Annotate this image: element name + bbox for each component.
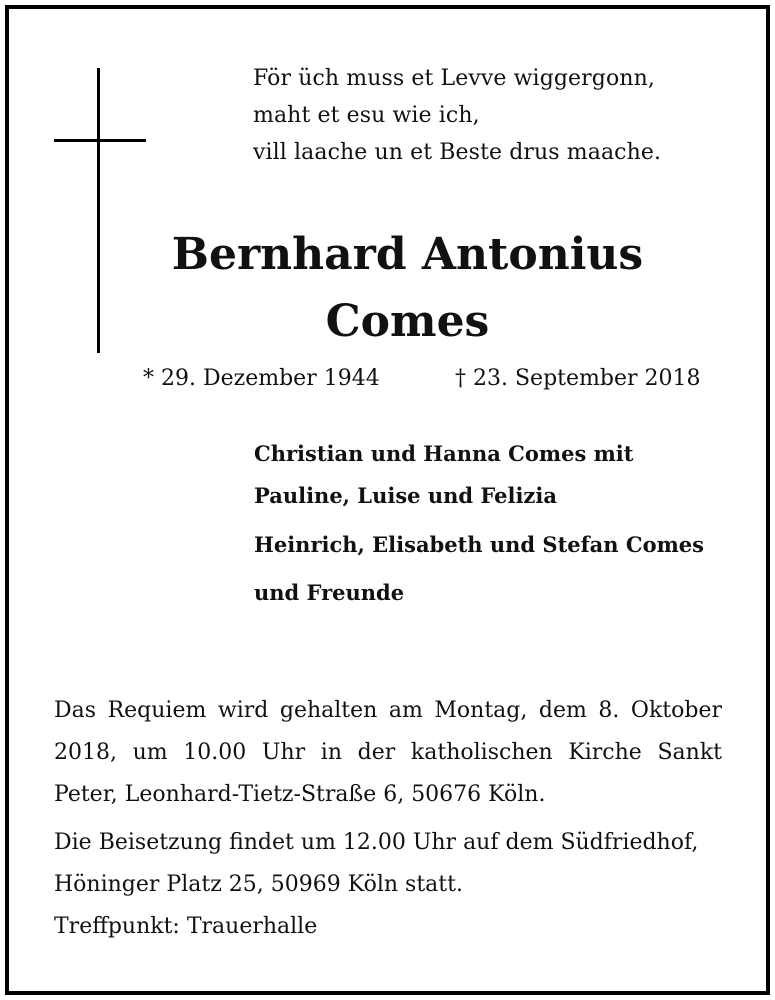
poem-line: vill laache un et Beste drus maache. <box>253 140 662 165</box>
birth-date: * 29. Dezember 1944 <box>143 366 380 391</box>
burial-info <box>54 822 722 948</box>
poem-line: För üch muss et Levve wiggergonn, <box>253 66 655 91</box>
mourner-line: Christian und Hanna Comes mit <box>254 441 634 466</box>
meeting-point: Treffpunkt: Trauerhalle <box>54 914 318 939</box>
mourner-line: Pauline, Luise und Felizia <box>254 483 557 508</box>
poem-line: maht et esu wie ich, <box>253 103 480 128</box>
mourner-line: Heinrich, Elisabeth und Stefan Comes <box>254 532 704 557</box>
deceased-surname: Comes <box>325 296 490 347</box>
cross-icon-crossbar <box>54 139 146 142</box>
burial-line: Die Beisetzung findet um 12.00 Uhr auf dem Südfriedhof, <box>54 830 699 855</box>
deceased-first-names: Bernhard Antonius <box>171 229 644 280</box>
burial-line: Höninger Platz 25, 50969 Köln statt. <box>54 872 463 897</box>
mourner-line: und Freunde <box>254 580 405 605</box>
poem <box>253 60 661 171</box>
death-date: † 23. September 2018 <box>455 366 701 391</box>
requiem-text: Das Requiem wird gehalten am Montag, dem 8. Oktober 2018, um 10.00 Uhr in der katholischen Kirche Sankt Peter, Leonhard-Tietz-Straße 6, 50676 Köln. <box>54 698 722 807</box>
